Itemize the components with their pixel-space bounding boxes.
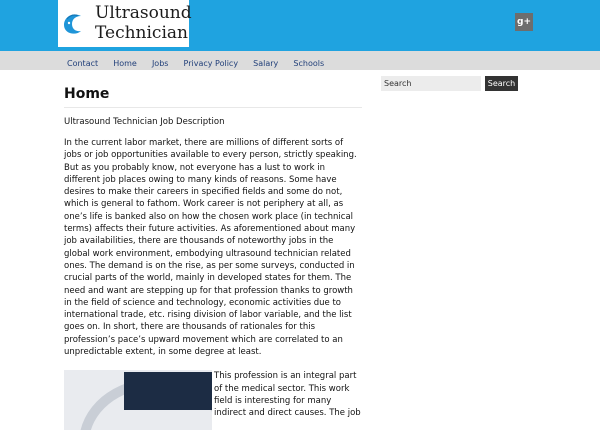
site-logo[interactable] (58, 0, 192, 47)
nav-item-schools[interactable]: Schools (293, 59, 325, 68)
ultrasound-image (64, 370, 212, 430)
dolphin-logo-icon (61, 10, 85, 36)
article-subtitle: Ultrasound Technician Job Description (64, 117, 225, 127)
article-paragraph: In the current labor market, there are millions of different sorts of jobs or job opportunities available to every person, strictly speaking. But as you probably know, not everyone has a lust to work in different job places owing to many kinds of reasons. Some have desires to make their careers in specified fields and some do not, which is general to fathom. Work career is not periphery at all, as one’s life is banked also on how the chosen work place (in technical terms) affects their future activities. As aforementioned about many job availabilities, there are thousands of noteworthy jobs in the global work environment, embodying ultrasound technician related ones. The demand is on the rise, as per some surveys, conducted in crucial parts of the world, mainly in developed states for them. The need and want are stepping up for that profession thanks to growth in the field of science and technology, economic activities due to international trade, etc. rising division of labor variable, and the list goes on. In short, there are thousands of rationales for this profession’s pace’s upward movement which are correlated to an unpredictable extent, in some degree at least. (64, 138, 357, 358)
article-paragraph: This profession is an integral part of the medical sector. This work field is interesting for many indirect and direct causes. The job (214, 371, 361, 419)
main-content (64, 85, 362, 430)
page-title: Home (64, 85, 362, 108)
search-input[interactable] (381, 76, 481, 91)
site-header (0, 0, 600, 51)
nav-item-jobs[interactable]: Jobs (151, 59, 169, 68)
site-logo-text: Ultrasound Technician (95, 3, 192, 43)
nav-item-home[interactable]: Home (113, 59, 137, 68)
nav-item-privacy-policy[interactable]: Privacy Policy (183, 59, 239, 68)
nav-item-contact[interactable]: Contact (67, 59, 99, 68)
nav-item-salary[interactable]: Salary (253, 59, 279, 68)
google-plus-icon[interactable]: g+ (515, 13, 533, 31)
main-nav (0, 51, 600, 70)
article-media-row (64, 370, 362, 430)
search-button[interactable]: Search (485, 76, 518, 91)
